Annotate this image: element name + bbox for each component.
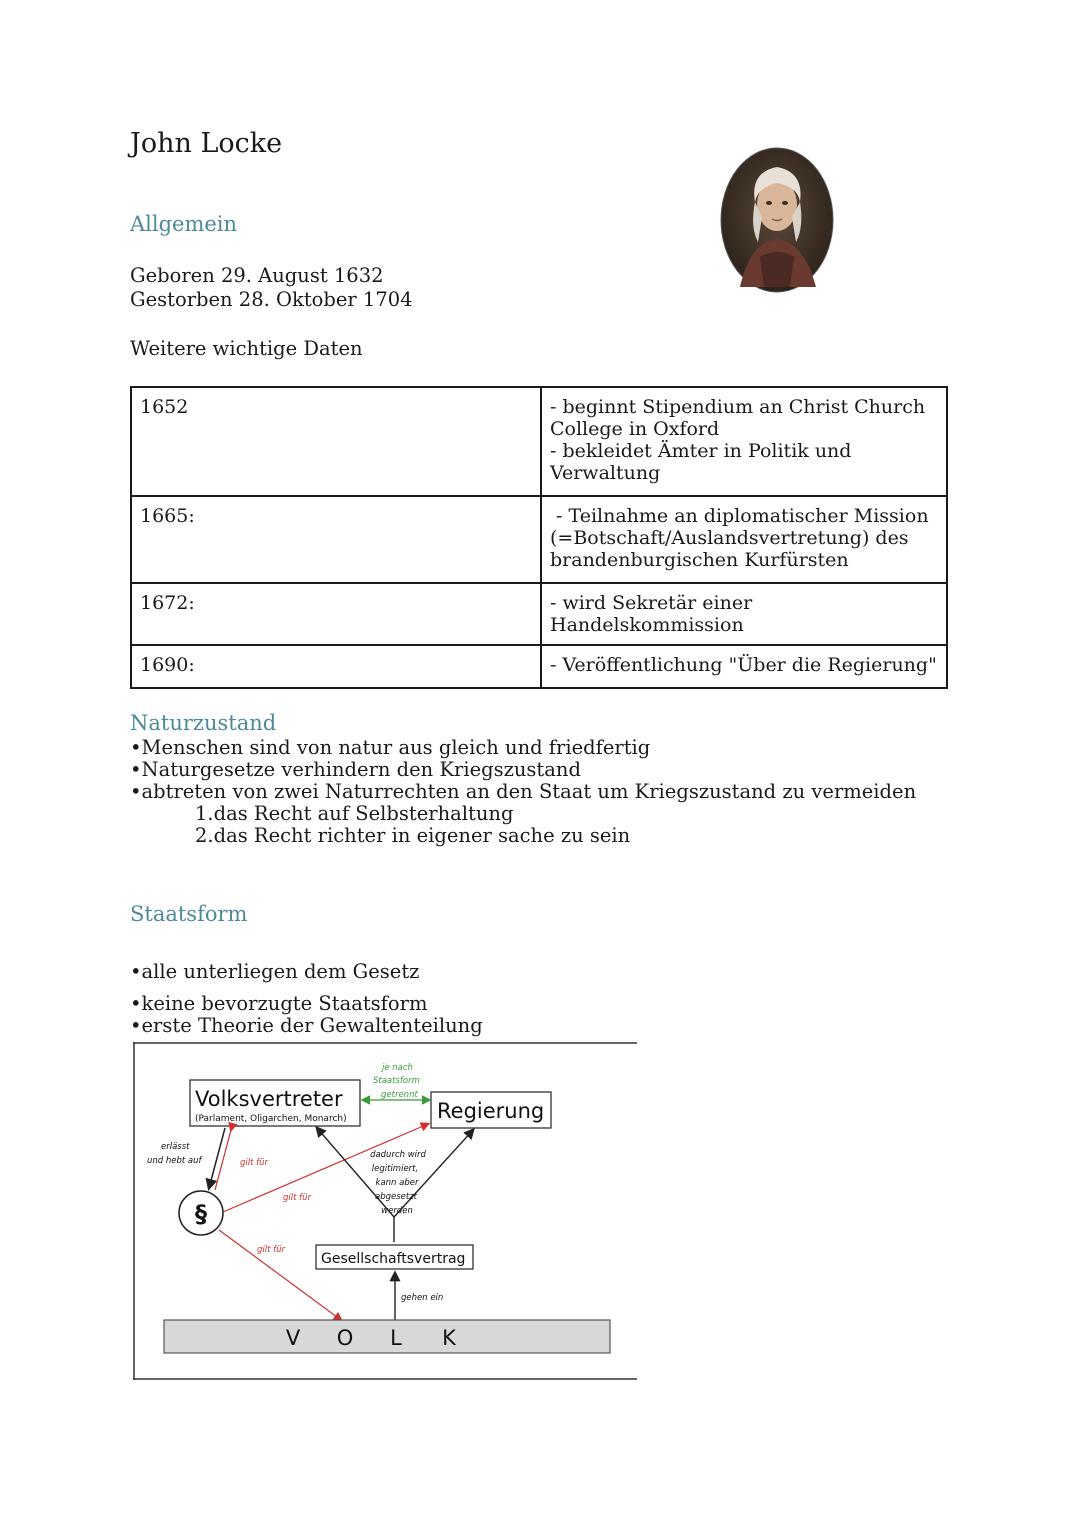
naturzustand-list [130,737,916,847]
year-cell: 1690: [131,645,541,688]
event-line: Verwaltung [550,462,661,484]
staatsform-list [130,993,483,1037]
list-item: •Menschen sind von natur aus gleich und friedfertig [130,736,651,759]
event-line: brandenburgischen Kurfürsten [550,549,849,571]
dadurch-label: dadurch wird [370,1150,426,1160]
event-line: - Veröffentlichung "Über die Regierung" [550,654,937,676]
gewaltenteilung-diagram [133,1042,637,1380]
portrait-image [720,147,834,293]
event-cell [541,387,947,496]
list-item: •keine bevorzugte Staatsform [130,992,428,1015]
gilt-fuer-arrow-volk [219,1230,341,1320]
page-title: John Locke [130,128,283,159]
volk-bar [164,1320,610,1353]
paragraph-icon: § [195,1200,207,1228]
death-date: Gestorben 28. Oktober 1704 [130,288,413,311]
legitimiert-label: legitimiert, [371,1164,419,1174]
event-line: - beginnt Stipendium an Christ Church [550,396,926,418]
dates-table [130,386,948,689]
volk-letter: K [442,1326,456,1350]
volksvertreter-sublabel: (Parlament, Oligarchen, Monarch) [195,1114,347,1124]
year-cell: 1652 [131,387,541,496]
event-cell [541,645,947,688]
getrennt-label: getrennt [381,1090,418,1100]
event-line: College in Oxford [550,418,720,440]
section-staatsform-heading: Staatsform [130,902,248,926]
year-cell: 1665: [131,496,541,583]
werden-label: werden [381,1206,413,1216]
event-cell [541,583,947,645]
section-naturzustand-heading: Naturzustand [130,711,277,735]
volk-letter: L [390,1326,402,1350]
gehen-ein-label: gehen ein [401,1293,444,1303]
birth-date: Geboren 29. August 1632 [130,264,384,287]
gilt-fuer-label-3: gilt für [257,1245,286,1255]
event-line: (=Botschaft/Auslandsvertretung) des [550,527,909,549]
table-row [131,645,947,688]
table-row [131,583,947,645]
volk-letter: O [336,1326,354,1350]
abgesetzt-label: abgesetzt [374,1192,418,1202]
table-row [131,387,947,496]
year-cell: 1672: [131,583,541,645]
staatsform-label: Staatsform [373,1076,420,1086]
list-item: 1.das Recht auf Selbsterhaltung [195,802,514,825]
list-item: •erste Theorie der Gewaltenteilung [130,1014,483,1037]
volksvertreter-label: Volksvertreter [195,1087,343,1111]
section-allgemein-heading: Allgemein [130,212,238,236]
event-line: - Teilnahme an diplomatischer Mission [550,505,929,527]
event-line: - bekleidet Ämter in Politik und [550,440,852,462]
table-row [131,496,947,583]
regierung-label: Regierung [437,1099,545,1123]
hebt-auf-label: und hebt auf [147,1156,202,1166]
erlaesst-arrow [209,1128,225,1188]
event-cell [541,496,947,583]
dates-subheading: Weitere wichtige Daten [130,337,363,360]
gilt-fuer-label-2: gilt für [283,1193,312,1203]
event-line: - wird Sekretär einer Handelskommission [550,592,753,636]
list-item: •abtreten von zwei Naturrechten an den Staat um Kriegszustand zu vermeiden [130,780,917,803]
gilt-fuer-label-1: gilt für [240,1158,269,1168]
kann-aber-label: kann aber [375,1178,419,1188]
erlaesst-label: erlässt [161,1142,190,1152]
gesellschaftsvertrag-label: Gesellschaftsvertrag [321,1251,466,1267]
list-item: 2.das Recht richter in eigener sache zu sein [195,824,631,847]
list-item: •alle unterliegen dem Gesetz [130,960,420,983]
gilt-fuer-arrow-volksvertreter [215,1130,231,1190]
je-nach-label: je nach [382,1063,413,1073]
volk-letter: V [285,1326,301,1350]
list-item: •Naturgesetze verhindern den Kriegszustand [130,758,581,781]
